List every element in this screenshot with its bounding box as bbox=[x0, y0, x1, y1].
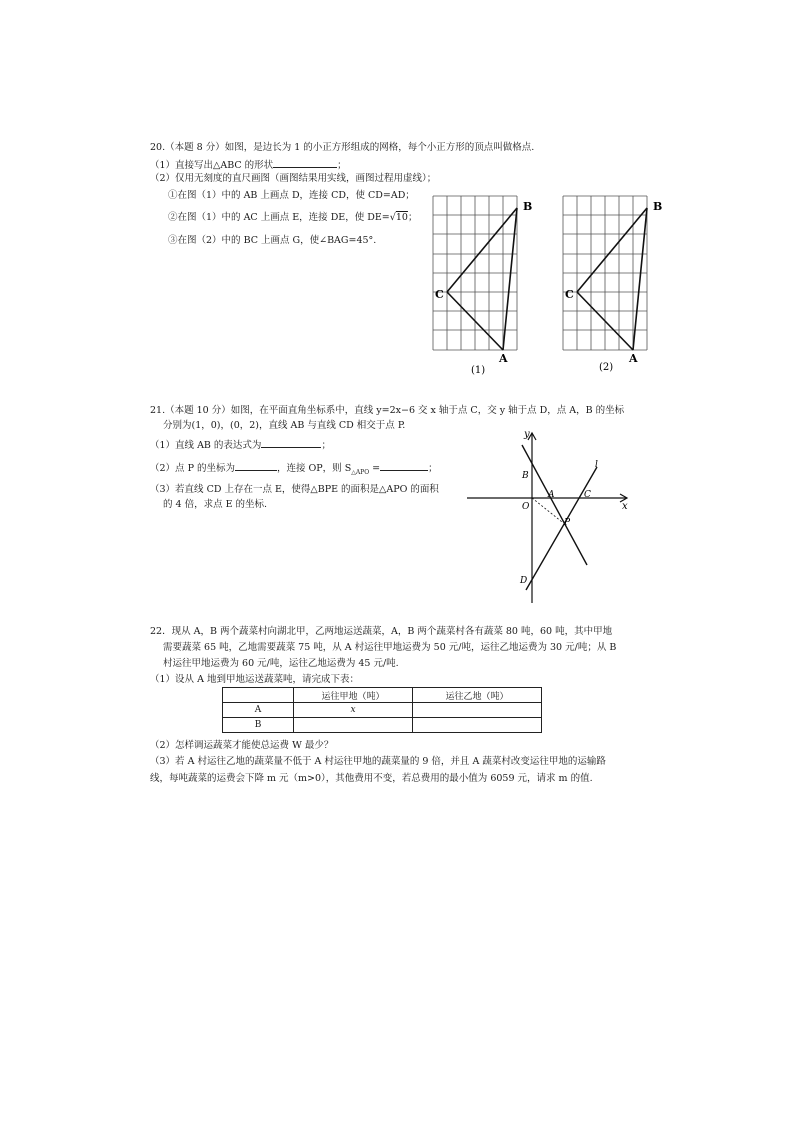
label-c: C bbox=[435, 288, 444, 301]
table-cell: A bbox=[223, 703, 294, 718]
q21-part1-suffix: ； bbox=[321, 440, 331, 451]
segment-cb bbox=[577, 208, 647, 292]
table-row bbox=[223, 703, 542, 718]
q21-title-2: 分别为(1，0)，(0，2)，直线 AB 与直线 CD 相交于点 P. bbox=[163, 420, 406, 431]
table-header-cell: 运往乙地（吨） bbox=[413, 688, 542, 703]
q21-part3-b: 的 4 倍，求点 E 的坐标. bbox=[163, 499, 268, 510]
q21-part2 bbox=[150, 461, 438, 479]
q22-part3-line2: 线，每吨蔬菜的运费会下降 m 元（m>0），其他费用不变，若总费用的最小值为 6059 元，请求 m 的值. bbox=[150, 773, 593, 784]
sqrt-radicand: 10 bbox=[395, 212, 408, 223]
q22-line1: 22．现从 A，B 两个蔬菜村向湖北甲，乙两地运送蔬菜，A，B 两个蔬菜村各有蔬菜 80 吨，60 吨，其中甲地 bbox=[150, 626, 613, 637]
line-cd bbox=[526, 467, 597, 590]
q21-part2-d: ； bbox=[428, 463, 438, 474]
axis-y-label: y bbox=[524, 429, 530, 440]
q20-step2 bbox=[168, 212, 417, 224]
fig2-caption: (2) bbox=[599, 362, 614, 373]
answer-blank bbox=[273, 158, 337, 168]
q20-step2-text: ②在图（1）中的 AC 上画点 E，连接 DE，使 DE= bbox=[168, 212, 390, 223]
q21-part1 bbox=[150, 438, 331, 452]
q21-part1-text: （1）直线 AB 的表达式为 bbox=[150, 440, 262, 451]
answer-blank bbox=[261, 438, 321, 448]
label-d: D bbox=[520, 576, 528, 586]
q20-figure-1 bbox=[425, 190, 545, 375]
label-a: A bbox=[629, 352, 638, 365]
label-b: B bbox=[522, 471, 529, 481]
q21-title: 21.（本题 10 分）如图，在平面直角坐标系中，直线 y=2x−6 交 x 轴于点 C，交 y 轴于点 D，点 A，B 的坐标 bbox=[150, 405, 625, 416]
q22-part2: （2）怎样调运蔬菜才能使总运费 W 最少？ bbox=[150, 740, 334, 751]
segment-cb bbox=[447, 208, 517, 292]
label-a: A bbox=[499, 352, 508, 365]
q21-coordinate-figure bbox=[462, 425, 637, 605]
label-b: B bbox=[523, 200, 533, 213]
q22-part1: （1）设从 A 地到甲地运送蔬菜吨，请完成下表： bbox=[150, 674, 359, 685]
q21-part3: （3）若直线 CD 上存在一点 E，使得△BPE 的面积是△APO 的面积 bbox=[150, 484, 439, 495]
answer-blank bbox=[235, 461, 277, 471]
q20-figure-2 bbox=[555, 190, 675, 375]
fig1-caption: (1) bbox=[471, 365, 486, 375]
q20-step3: ③在图（2）中的 BC 上画点 G，使∠BAG=45°. bbox=[168, 235, 377, 246]
segment-ba bbox=[503, 208, 517, 350]
q21-part2-b: ，连接 OP，则 S bbox=[276, 463, 352, 474]
table-cell: x bbox=[294, 703, 413, 718]
q20-part1-text: （1）直接写出△ABC 的形状 bbox=[150, 160, 274, 171]
segment-ba bbox=[633, 208, 647, 350]
q20-step2-suffix: ； bbox=[407, 212, 418, 223]
q22-part3-line1: （3）若 A 村运往乙地的蔬菜量不低于 A 村运往甲地的蔬菜量的 9 倍，并且 A 蔬菜村改变运往甲地的运输路 bbox=[150, 756, 606, 767]
table-cell bbox=[413, 718, 542, 733]
table-row bbox=[223, 718, 542, 733]
label-l: l bbox=[595, 460, 598, 470]
axis-x-label: x bbox=[622, 501, 628, 512]
q21-part2-a: （2）点 P 的坐标为 bbox=[150, 463, 235, 474]
q20-part1 bbox=[150, 158, 347, 172]
table-cell bbox=[413, 703, 542, 718]
q20-part1-suffix: ； bbox=[337, 160, 347, 171]
q20-step1: ①在图（1）中的 AB 上画点 D，连接 CD，使 CD=AD； bbox=[168, 190, 415, 201]
table-header-row bbox=[223, 688, 542, 703]
q21-part2-sub: △APO bbox=[351, 468, 370, 476]
label-a: A bbox=[548, 490, 555, 500]
q20-title: 20.（本题 8 分）如图，是边长为 1 的小正方形组成的网格，每个小正方形的顶点叫做格点. bbox=[150, 142, 535, 153]
table-header-cell: 运往甲地（吨） bbox=[294, 688, 413, 703]
q22-line3: 村运往甲地运费为 60 元/吨，运往乙地运费为 45 元/吨. bbox=[163, 658, 399, 669]
label-p: P bbox=[564, 518, 571, 528]
q20-part2: （2）仅用无刻度的直尺画图（画图结果用实线，画图过程用虚线）； bbox=[150, 173, 437, 184]
sqrt-sign: √ bbox=[389, 212, 396, 223]
table-cell bbox=[294, 718, 413, 733]
label-o: O bbox=[522, 502, 530, 512]
q22-line2: 需要蔬菜 65 吨，乙地需要蔬菜 75 吨，从 A 村运往甲地运费为 50 元/吨，运往乙地运费为 30 元/吨；从 B bbox=[163, 642, 617, 653]
label-b: B bbox=[653, 200, 663, 213]
label-c: C bbox=[565, 288, 574, 301]
table-cell: B bbox=[223, 718, 294, 733]
q22-table bbox=[222, 687, 542, 733]
table-header-cell bbox=[223, 688, 294, 703]
answer-blank bbox=[380, 461, 428, 471]
label-c: C bbox=[584, 490, 591, 500]
q21-part2-c: = bbox=[369, 463, 381, 474]
